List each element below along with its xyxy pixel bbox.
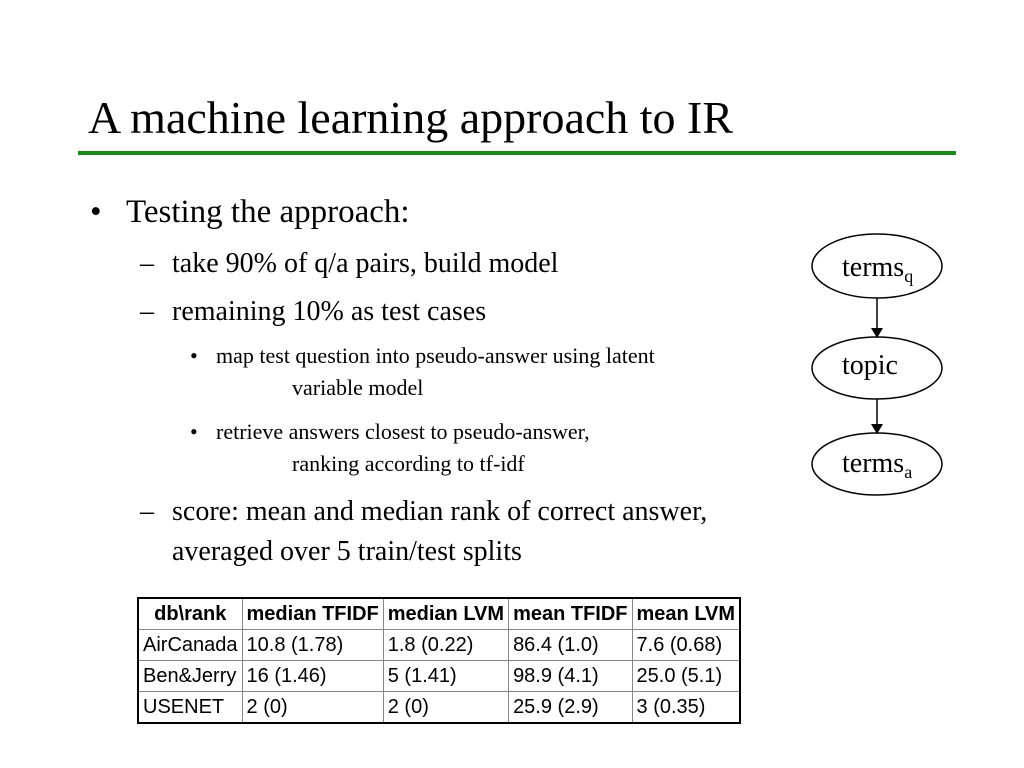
table-cell: 86.4 (1.0) bbox=[509, 630, 632, 661]
subsub-line1: map test question into pseudo-answer using latent bbox=[216, 343, 655, 368]
header-db-rank: db\rank bbox=[138, 598, 242, 630]
subbullet-text: remaining 10% as test cases bbox=[172, 296, 487, 327]
node-terms-a-base: terms bbox=[842, 448, 905, 479]
subsub-line2: variable model bbox=[292, 375, 424, 400]
table-cell: 5 (1.41) bbox=[383, 661, 508, 692]
table-cell: 7.6 (0.68) bbox=[632, 630, 740, 661]
table-cell: 10.8 (1.78) bbox=[242, 630, 383, 661]
node-terms-a-label bbox=[842, 448, 912, 480]
table-cell: 1.8 (0.22) bbox=[383, 630, 508, 661]
table-cell: AirCanada bbox=[138, 630, 242, 661]
table-cell: 98.9 (4.1) bbox=[509, 661, 632, 692]
bullet-glyph: • bbox=[190, 419, 198, 444]
dash-glyph: – bbox=[140, 248, 154, 279]
title-underline bbox=[78, 151, 956, 155]
header-mean-tfidf: mean TFIDF bbox=[509, 598, 632, 630]
subsub-line2: ranking according to tf-idf bbox=[292, 451, 525, 476]
table-cell: 3 (0.35) bbox=[632, 692, 740, 724]
node-terms-q-base: terms bbox=[842, 252, 905, 283]
table-cell: 16 (1.46) bbox=[242, 661, 383, 692]
dash-glyph: – bbox=[140, 296, 154, 327]
slide-title: A machine learning approach to IR bbox=[88, 92, 734, 143]
node-terms-a-sub: a bbox=[904, 462, 913, 482]
table-row bbox=[138, 661, 740, 692]
header-median-lvm: median LVM bbox=[383, 598, 508, 630]
header-mean-lvm: mean LVM bbox=[632, 598, 740, 630]
table-cell: 2 (0) bbox=[242, 692, 383, 724]
node-topic-base: topic bbox=[842, 350, 898, 381]
bullet-testing bbox=[90, 190, 590, 234]
table-row bbox=[138, 630, 740, 661]
bullet-glyph: • bbox=[90, 194, 102, 230]
dash-glyph: – bbox=[140, 496, 154, 527]
subsub-line1: retrieve answers closest to pseudo-answer, bbox=[216, 419, 590, 444]
table-cell: 25.0 (5.1) bbox=[632, 661, 740, 692]
subbullet-text: take 90% of q/a pairs, build model bbox=[172, 248, 559, 279]
header-median-tfidf: median TFIDF bbox=[242, 598, 383, 630]
subbullet-text-line2: averaged over 5 train/test splits bbox=[172, 536, 522, 567]
results-table bbox=[137, 597, 741, 724]
table-row bbox=[138, 692, 740, 724]
subbullet-text-line1: score: mean and median rank of correct answer, bbox=[172, 496, 708, 527]
arrowhead-q-to-topic bbox=[871, 328, 883, 338]
table-cell: Ben&Jerry bbox=[138, 661, 242, 692]
node-terms-q-label bbox=[842, 252, 913, 284]
node-topic-label bbox=[842, 350, 898, 382]
bullet-glyph: • bbox=[190, 343, 198, 368]
arrowhead-topic-to-a bbox=[871, 424, 883, 434]
bullet-text: Testing the approach: bbox=[126, 194, 410, 230]
table-cell: USENET bbox=[138, 692, 242, 724]
node-terms-q-sub: q bbox=[904, 266, 914, 286]
table-header-row bbox=[138, 598, 740, 630]
table-cell: 2 (0) bbox=[383, 692, 508, 724]
table-cell: 25.9 (2.9) bbox=[509, 692, 632, 724]
